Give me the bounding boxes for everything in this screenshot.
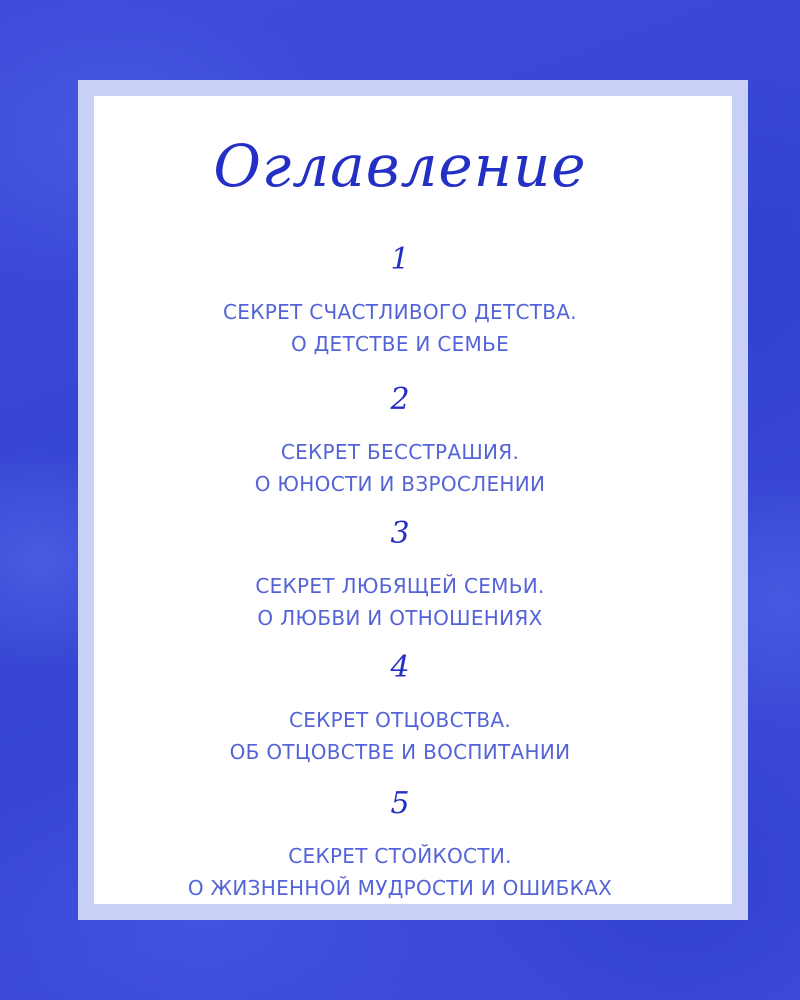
toc-entry-number: 2 — [390, 382, 410, 417]
toc-entry-heading: СЕКРЕТ БЕССТРАШИЯ. — [280, 440, 520, 464]
toc-entry-3[interactable] — [0, 514, 800, 634]
toc-entry-subheading: О ЛЮБВИ И ОТНОШЕНИЯХ — [257, 606, 543, 630]
toc-entry-2[interactable] — [0, 380, 800, 500]
toc-entry-heading: СЕКРЕТ СТОЙКОСТИ. — [288, 844, 512, 868]
page-title: Оглавление — [213, 132, 587, 200]
toc-entry-5[interactable] — [0, 784, 800, 904]
toc-entry-number: 3 — [390, 516, 410, 551]
toc-entry-number: 1 — [390, 242, 410, 277]
toc-entry-number: 5 — [390, 786, 410, 821]
page-card — [94, 96, 732, 904]
toc-entry-subheading: О ЖИЗНЕННОЙ МУДРОСТИ И ОШИБКАХ — [187, 876, 613, 900]
toc-entry-subheading: О ДЕТСТВЕ И СЕМЬЕ — [290, 332, 510, 356]
toc-entry-1[interactable] — [0, 240, 800, 360]
toc-entry-number: 4 — [390, 650, 410, 685]
toc-entry-4[interactable] — [0, 648, 800, 768]
toc-entry-heading: СЕКРЕТ ЛЮБЯЩЕЙ СЕМЬИ. — [255, 574, 545, 598]
toc-entry-subheading: ОБ ОТЦОВСТВЕ И ВОСПИТАНИИ — [229, 740, 571, 764]
toc-entry-heading: СЕКРЕТ СЧАСТЛИВОГО ДЕТСТВА. — [223, 300, 577, 324]
toc-entry-heading: СЕКРЕТ ОТЦОВСТВА. — [288, 708, 512, 732]
toc-entry-subheading: О ЮНОСТИ И ВЗРОСЛЕНИИ — [254, 472, 546, 496]
